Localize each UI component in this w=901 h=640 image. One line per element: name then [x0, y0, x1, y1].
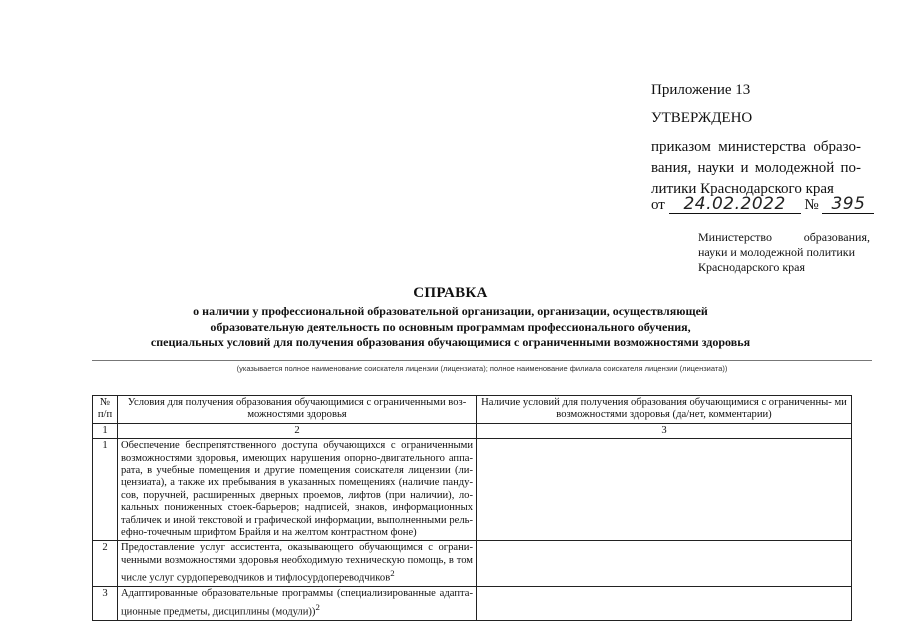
row-condition-text: Предоставление услуг ассистента, оказывающего обучающимся с ограни- ченными возможностями здоровья необходимую техническую помощь, в том числе услуг сурдопереводчиков и тифлосурдопереводчиков: [121, 542, 473, 584]
row-condition: [118, 587, 477, 620]
column-number: 2: [118, 423, 477, 438]
row-availability[interactable]: [477, 541, 852, 587]
addressee-line3: Краснодарского края: [698, 260, 806, 274]
row-number: 1: [93, 439, 118, 541]
addressee-line2: науки и молодежной политики: [698, 245, 856, 259]
row-number: 2: [93, 541, 118, 587]
subtitle-line3: специальных условий для получения образования обучающимися с ограниченными возможностями здоровья: [150, 335, 751, 349]
table-row: [93, 541, 852, 587]
approved-label: УТВЕРЖДЕНО: [651, 110, 753, 126]
footnote-mark: 2: [315, 601, 320, 612]
table-column-numbers-row: [93, 423, 852, 438]
table-row: [93, 439, 852, 541]
footnote-mark: 2: [390, 568, 395, 579]
organization-name-hint: (указывается полное наименование соискателя лицензии (лицензиата); полное наименование филиала соискателя лицензии (лицензиата)): [236, 364, 728, 373]
conditions-table: [92, 395, 852, 621]
order-date-number: [651, 195, 874, 214]
row-availability[interactable]: [477, 587, 852, 620]
date-prefix: от: [651, 197, 665, 213]
header-conditions: Условия для получения образования обучающимися с ограниченными воз- можностями здоровья: [118, 396, 477, 424]
order-number: 395: [822, 195, 874, 214]
table-header-row: [93, 396, 852, 424]
subtitle-line2: образовательную деятельность по основным программам профессионального обучения,: [210, 319, 691, 334]
row-availability[interactable]: [477, 439, 852, 541]
row-condition-text: Адаптированные образовательные программы (специализированные адапта- ционные предметы, дисциплины (модули)): [121, 588, 473, 618]
document-subtitle: [120, 304, 781, 351]
document-title: СПРАВКА: [413, 285, 488, 301]
row-condition: [118, 439, 477, 541]
table-row: [93, 587, 852, 620]
header-availability: Наличие условий для получения образования обучающимися с ограниченны- ми возможностями здоровья (да/нет, комментарии): [477, 396, 852, 424]
column-number: 1: [93, 423, 118, 438]
addressee-line1-right: образования,: [803, 230, 870, 244]
addressee: [698, 230, 870, 275]
number-prefix: №: [804, 197, 819, 213]
row-number: 3: [93, 587, 118, 620]
header-number: № п/п: [93, 396, 118, 424]
row-condition: [118, 541, 477, 587]
addressee-line1-left: Министерство: [698, 230, 772, 244]
appendix-label: Приложение 13: [651, 82, 751, 98]
column-number: 3: [477, 423, 852, 438]
organization-name-line: [92, 360, 872, 361]
row-condition-text: Обеспечение беспрепятственного доступа обучающихся с ограниченными возможностями здоровья, имеющих нарушения опорно-двигательного аппа- рата, в учебные помещения и другие помещения соискателя лицензии (ли- цензиата), а также их пребывания в указанных помещениях (наличие панду- сов, поручней, расширенных дверных проемов, лифтов (при наличии), ло- кальных пониженных стоек-барьеров; надписей, знаков, информационных табличек и иной текстовой и графической информации, выполненными рель- ефно-точечным шрифтом Брайля и на желтом контрастном фоне): [121, 440, 473, 539]
order-date: 24.02.2022: [669, 195, 801, 214]
subtitle-line1: о наличии у профессиональной образовательной организации, организации, осуществляющей: [193, 304, 708, 318]
order-text: приказом министерства образо- вания, науки и молодежной по- литики Краснодарского края: [651, 139, 861, 197]
